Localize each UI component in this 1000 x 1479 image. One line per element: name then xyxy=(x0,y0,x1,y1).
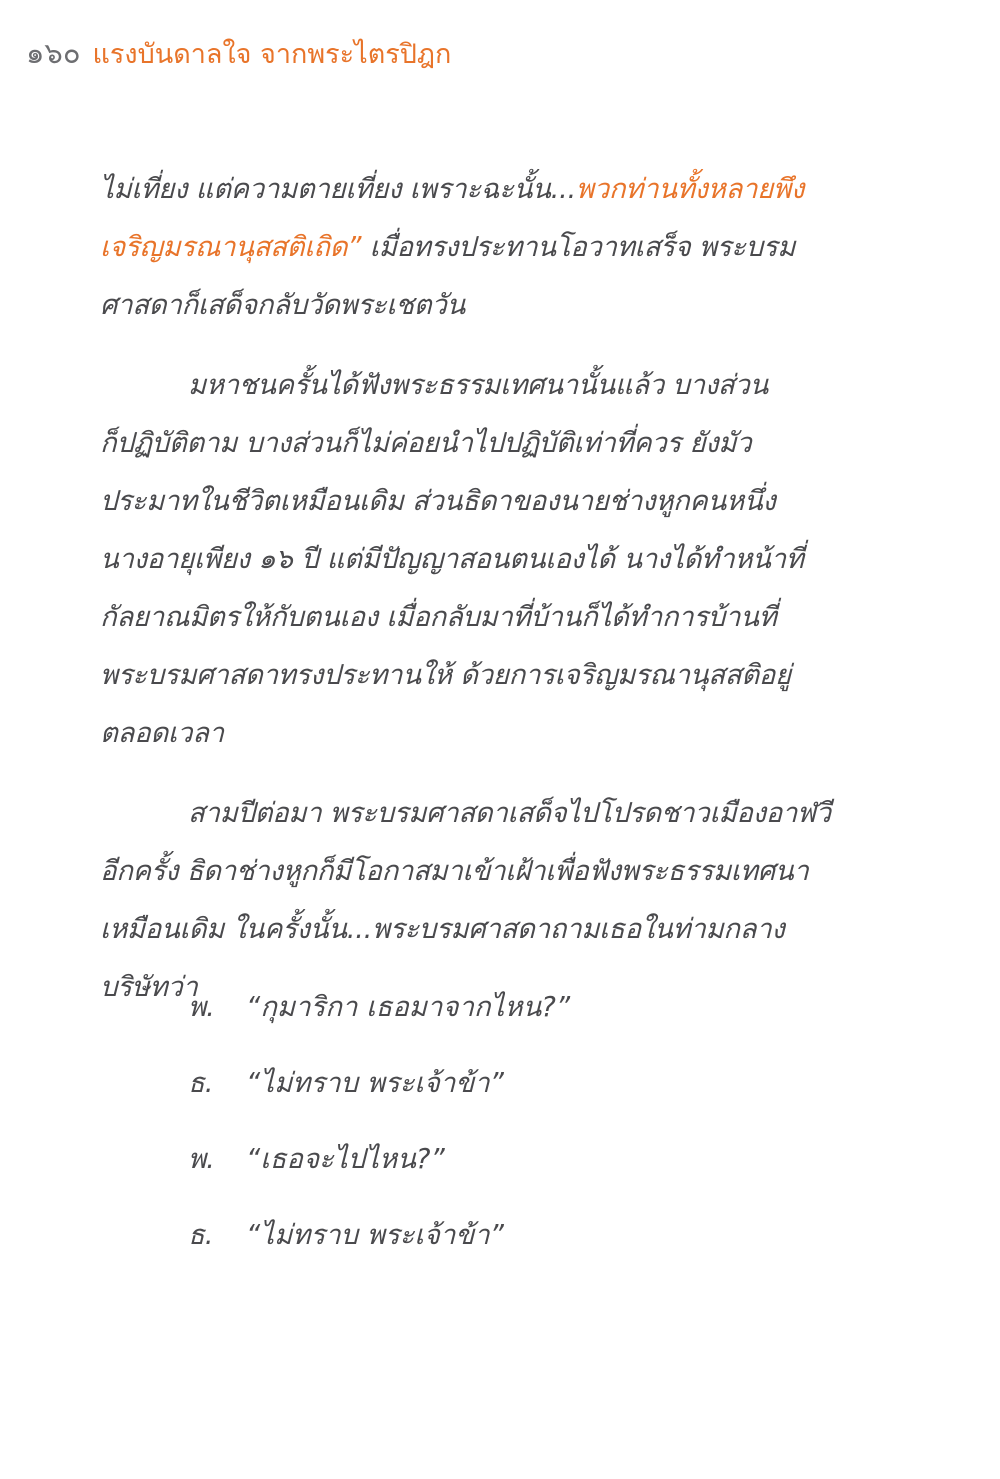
paragraph-line: สามปีต่อมา พระบรมศาสดาเสด็จไปโปรดชาวเมืองอาฬวี xyxy=(188,797,831,829)
running-header xyxy=(26,30,451,74)
body-text xyxy=(100,160,830,1016)
paragraph-line: ประมาทในชีวิตเหมือนเดิม ส่วนธิดาของนายช่างหูกคนหนึ่ง xyxy=(100,485,776,517)
paragraph-line: ก็ปฏิบัติตาม บางส่วนก็ไม่ค่อยนำไปปฏิบัติเท่าที่ควร ยังมัว xyxy=(100,427,752,459)
paragraph-line: นางอายุเพียง ๑๖ ปี แต่มีปัญญาสอนตนเองได้ นางได้ทำหน้าที่ xyxy=(100,543,804,575)
paragraph-line: ตลอดเวลา xyxy=(100,717,224,749)
speaker-label: ธ. xyxy=(188,1219,214,1251)
dialogue-text: “กุมาริกา เธอมาจากไหน?” xyxy=(246,991,571,1023)
paragraph-line: บริษัทว่า xyxy=(100,971,198,1003)
paragraph-gap xyxy=(100,762,830,784)
paragraph-line: มหาชนครั้นได้ฟังพระธรรมเทศนานั้นแล้ว บางส่วน xyxy=(188,369,768,401)
paragraph-line: เหมือนเดิม ในครั้งนั้น...พระบรมศาสดาถามเธอในท่ามกลาง xyxy=(100,913,785,945)
highlighted-quote: เจริญมรณานุสสติเถิด” xyxy=(100,231,362,263)
dialogue-line xyxy=(188,978,570,1054)
dialogue-line xyxy=(188,1054,570,1130)
paragraph-line: ศาสดาก็เสด็จกลับวัดพระเชตวัน xyxy=(100,289,465,321)
dialogue-line xyxy=(188,1206,570,1282)
paragraph-line xyxy=(100,218,830,276)
paragraph-1 xyxy=(100,160,830,334)
speaker-label: พ. xyxy=(188,991,215,1023)
quote-text: ไม่เที่ยง แต่ความตายเที่ยง เพราะฉะนั้น... xyxy=(100,173,576,205)
highlighted-quote: พวกท่านทั้งหลายพึง xyxy=(575,173,804,205)
page-number: ๑๖๐ xyxy=(26,36,81,70)
paragraph-2 xyxy=(100,356,830,762)
speaker-label: ธ. xyxy=(188,1067,214,1099)
dialogue-text: “ไม่ทราบ พระเจ้าข้า” xyxy=(246,1067,504,1099)
paragraph-line: กัลยาณมิตรให้กับตนเอง เมื่อกลับมาที่บ้านก็ได้ทำการบ้านที่ xyxy=(100,601,777,633)
speaker-label: พ. xyxy=(188,1143,215,1175)
paragraph-gap xyxy=(100,334,830,356)
paragraph-line: อีกครั้ง ธิดาช่างหูกก็มีโอกาสมาเข้าเฝ้าเพื่อฟังพระธรรมเทศนา xyxy=(100,855,809,887)
paragraph-line: พระบรมศาสดาทรงประทานให้ ด้วยการเจริญมรณานุสสติอยู่ xyxy=(100,659,791,691)
dialogue-line xyxy=(188,1130,570,1206)
book-title: แรงบันดาลใจ จากพระไตรปิฎก xyxy=(92,39,452,70)
dialogue-text: “เธอจะไปไหน?” xyxy=(246,1143,445,1175)
dialogue-text: “ไม่ทราบ พระเจ้าข้า” xyxy=(246,1219,504,1251)
narrative-text: เมื่อทรงประทานโอวาทเสร็จ พระบรม xyxy=(361,231,796,263)
paragraph-line xyxy=(100,160,830,218)
dialogue xyxy=(188,978,570,1282)
